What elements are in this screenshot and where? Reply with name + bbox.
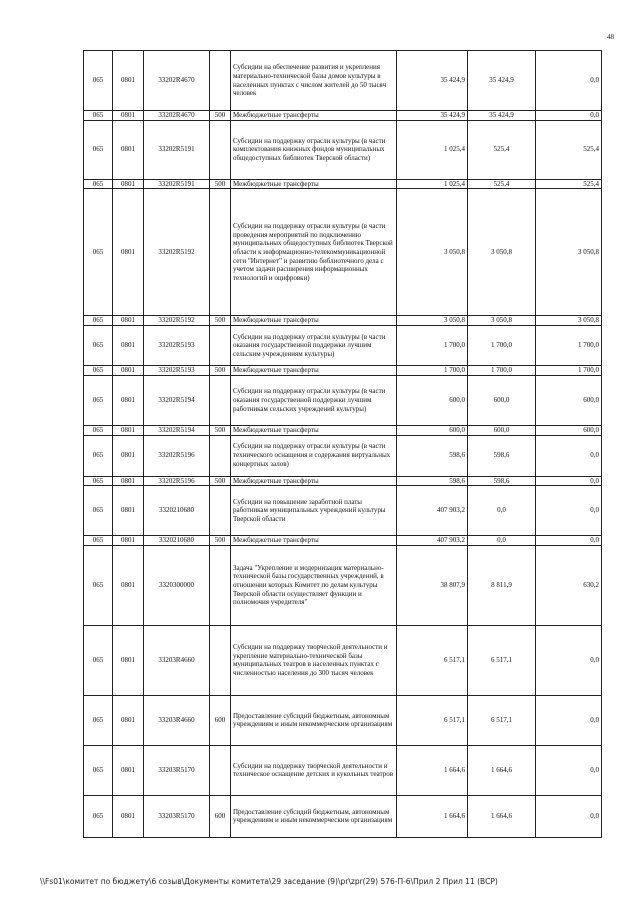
- ministry-code-cell: 065: [84, 111, 113, 121]
- target-article-cell: 33203R4660: [144, 625, 210, 695]
- target-article-cell: 33203R4660: [144, 695, 210, 745]
- target-article-cell: 33203R5170: [144, 745, 210, 795]
- description-cell: Субсидии на поддержку творческой деятельности и техническое оснащение детских и кукольных театров: [231, 745, 397, 795]
- section-code-cell: 0801: [113, 111, 144, 121]
- amount-year1-cell: 598,6: [397, 476, 468, 486]
- table-row: [84, 795, 602, 837]
- expense-type-cell: [210, 435, 231, 476]
- target-article-cell: 33202R5192: [144, 189, 210, 316]
- amount-year2-cell: 35 424,9: [468, 51, 536, 111]
- amount-year3-cell: 600,0: [536, 375, 602, 425]
- section-code-cell: 0801: [113, 536, 144, 546]
- amount-year3-cell: 0,0: [536, 486, 602, 536]
- description-cell: Субсидии на поддержку отрасли культуры (в части оказания государственной поддержки лучшим сельским учреждениям культуры): [231, 326, 397, 366]
- amount-year2-cell: 6 517,1: [468, 625, 536, 695]
- target-article-cell: 33202R5191: [144, 179, 210, 189]
- amount-year1-cell: 600,0: [397, 425, 468, 435]
- amount-year3-cell: 3 050,8: [536, 316, 602, 326]
- description-cell: Предоставление субсидий бюджетным, автономным учреждениям и иным некоммерческим организациям: [231, 695, 397, 745]
- amount-year1-cell: 1 664,6: [397, 745, 468, 795]
- target-article-cell: 33203R5170: [144, 795, 210, 837]
- amount-year3-cell: 0,0: [536, 111, 602, 121]
- expense-type-cell: [210, 375, 231, 425]
- expense-type-cell: 500: [210, 111, 231, 121]
- ministry-code-cell: 065: [84, 366, 113, 376]
- amount-year2-cell: 8 811,9: [468, 545, 536, 625]
- amount-year2-cell: 3 050,8: [468, 316, 536, 326]
- amount-year2-cell: 0,0: [468, 536, 536, 546]
- target-article-cell: 33202R4670: [144, 111, 210, 121]
- description-cell: Субсидии на поддержку отрасли культуры (в части технического оснащения и содержания виртуальных концертных залов): [231, 435, 397, 476]
- section-code-cell: 0801: [113, 486, 144, 536]
- amount-year1-cell: 6 517,1: [397, 695, 468, 745]
- table-row: [84, 476, 602, 486]
- amount-year3-cell: 0,0: [536, 745, 602, 795]
- table-body: [84, 51, 602, 838]
- expense-type-cell: [210, 189, 231, 316]
- ministry-code-cell: 065: [84, 795, 113, 837]
- description-cell: Субсидии на повышение заработной платы работникам муниципальных учреждений культуры Тверской области: [231, 486, 397, 536]
- table-row: [84, 120, 602, 179]
- ministry-code-cell: 065: [84, 316, 113, 326]
- description-cell: Межбюджетные трансферты: [231, 536, 397, 546]
- description-cell: Межбюджетные трансферты: [231, 425, 397, 435]
- amount-year3-cell: 0,0: [536, 795, 602, 837]
- section-code-cell: 0801: [113, 120, 144, 179]
- amount-year2-cell: 1 700,0: [468, 366, 536, 376]
- amount-year1-cell: 35 424,9: [397, 51, 468, 111]
- target-article-cell: 33202R4670: [144, 51, 210, 111]
- ministry-code-cell: 065: [84, 375, 113, 425]
- amount-year3-cell: 525,4: [536, 179, 602, 189]
- amount-year3-cell: 0,0: [536, 476, 602, 486]
- amount-year1-cell: 6 517,1: [397, 625, 468, 695]
- target-article-cell: 33202R5194: [144, 425, 210, 435]
- amount-year3-cell: 0,0: [536, 625, 602, 695]
- amount-year2-cell: 598,6: [468, 435, 536, 476]
- amount-year2-cell: 600,0: [468, 425, 536, 435]
- amount-year2-cell: 1 664,6: [468, 795, 536, 837]
- ministry-code-cell: 065: [84, 476, 113, 486]
- amount-year2-cell: 598,6: [468, 476, 536, 486]
- amount-year2-cell: 3 050,8: [468, 189, 536, 316]
- amount-year1-cell: 38 807,9: [397, 545, 468, 625]
- table-row: [84, 326, 602, 366]
- amount-year1-cell: 1 664,6: [397, 795, 468, 837]
- description-cell: Задача "Укрепление и модернизация материально-технической базы государственных учреждений, в отношении которых Комитет по делам культуры Тверской области осуществляет функции и полномочия учредителя": [231, 545, 397, 625]
- amount-year3-cell: 1 700,0: [536, 326, 602, 366]
- description-cell: Межбюджетные трансферты: [231, 366, 397, 376]
- description-cell: Межбюджетные трансферты: [231, 316, 397, 326]
- table-row: [84, 179, 602, 189]
- amount-year1-cell: 407 903,2: [397, 486, 468, 536]
- section-code-cell: 0801: [113, 189, 144, 316]
- table-row: [84, 189, 602, 316]
- amount-year1-cell: 3 050,8: [397, 189, 468, 316]
- section-code-cell: 0801: [113, 366, 144, 376]
- expense-type-cell: 500: [210, 536, 231, 546]
- amount-year3-cell: 1 700,0: [536, 366, 602, 376]
- target-article-cell: 3320300000: [144, 545, 210, 625]
- amount-year1-cell: 1 700,0: [397, 366, 468, 376]
- description-cell: Субсидии на обеспечение развития и укрепления материально-технической базы домов культуры в населенных пунктах с числом жителей до 50 тысяч человек: [231, 51, 397, 111]
- ministry-code-cell: 065: [84, 326, 113, 366]
- expense-type-cell: [210, 745, 231, 795]
- target-article-cell: 33202R5194: [144, 375, 210, 425]
- ministry-code-cell: 065: [84, 425, 113, 435]
- section-code-cell: 0801: [113, 179, 144, 189]
- section-code-cell: 0801: [113, 476, 144, 486]
- budget-table: [83, 50, 602, 838]
- amount-year1-cell: 35 424,9: [397, 111, 468, 121]
- target-article-cell: 33202R5193: [144, 366, 210, 376]
- amount-year1-cell: 407 903,2: [397, 536, 468, 546]
- table-row: [84, 745, 602, 795]
- expense-type-cell: 500: [210, 366, 231, 376]
- description-cell: Предоставление субсидий бюджетным, автономным учреждениям и иным некоммерческим организациям: [231, 795, 397, 837]
- amount-year3-cell: 0,0: [536, 435, 602, 476]
- table-row: [84, 435, 602, 476]
- section-code-cell: 0801: [113, 625, 144, 695]
- footer-file-path: \\Fs01\комитет по бюджету\6 созыв\Документы комитета\29 заседание (9)\pr\zpr(29) 576-П-6\Прил 2 Прил 11 (ВСР): [40, 877, 498, 886]
- ministry-code-cell: 065: [84, 545, 113, 625]
- section-code-cell: 0801: [113, 745, 144, 795]
- amount-year2-cell: 0,0: [468, 486, 536, 536]
- section-code-cell: 0801: [113, 795, 144, 837]
- amount-year1-cell: 3 050,8: [397, 316, 468, 326]
- page-number: 48: [607, 33, 614, 41]
- ministry-code-cell: 065: [84, 435, 113, 476]
- target-article-cell: 33202R5191: [144, 120, 210, 179]
- amount-year3-cell: 0,0: [536, 536, 602, 546]
- amount-year2-cell: 35 424,9: [468, 111, 536, 121]
- expense-type-cell: [210, 51, 231, 111]
- amount-year1-cell: 1 700,0: [397, 326, 468, 366]
- description-cell: Субсидии на поддержку отрасли культуры (в части оказания государственной поддержки лучшим работникам сельских учреждений культуры): [231, 375, 397, 425]
- ministry-code-cell: 065: [84, 486, 113, 536]
- expense-type-cell: 500: [210, 476, 231, 486]
- amount-year3-cell: 3 050,8: [536, 189, 602, 316]
- amount-year2-cell: 6 517,1: [468, 695, 536, 745]
- ministry-code-cell: 065: [84, 51, 113, 111]
- expense-type-cell: 500: [210, 179, 231, 189]
- amount-year3-cell: 630,2: [536, 545, 602, 625]
- target-article-cell: 33202R5196: [144, 476, 210, 486]
- amount-year2-cell: 1 700,0: [468, 326, 536, 366]
- description-cell: Межбюджетные трансферты: [231, 111, 397, 121]
- ministry-code-cell: 065: [84, 179, 113, 189]
- table-row: [84, 425, 602, 435]
- expense-type-cell: 600: [210, 795, 231, 837]
- target-article-cell: 3320210680: [144, 536, 210, 546]
- table-row: [84, 695, 602, 745]
- target-article-cell: 33202R5196: [144, 435, 210, 476]
- amount-year2-cell: 525,4: [468, 120, 536, 179]
- table-row: [84, 545, 602, 625]
- amount-year1-cell: 600,0: [397, 375, 468, 425]
- description-cell: Субсидии на поддержку творческой деятельности и укрепление материально-технической базы муниципальных театров в населенных пунктах с численностью населения до 300 тысяч человек: [231, 625, 397, 695]
- target-article-cell: 3320210680: [144, 486, 210, 536]
- section-code-cell: 0801: [113, 545, 144, 625]
- table-row: [84, 51, 602, 111]
- description-cell: Межбюджетные трансферты: [231, 476, 397, 486]
- section-code-cell: 0801: [113, 435, 144, 476]
- expense-type-cell: [210, 486, 231, 536]
- amount-year2-cell: 1 664,6: [468, 745, 536, 795]
- amount-year3-cell: 0,0: [536, 51, 602, 111]
- table-row: [84, 111, 602, 121]
- target-article-cell: 33202R5192: [144, 316, 210, 326]
- expense-type-cell: [210, 120, 231, 179]
- table-row: [84, 536, 602, 546]
- amount-year2-cell: 600,0: [468, 375, 536, 425]
- ministry-code-cell: 065: [84, 189, 113, 316]
- section-code-cell: 0801: [113, 326, 144, 366]
- expense-type-cell: [210, 326, 231, 366]
- table-row: [84, 375, 602, 425]
- table-row: [84, 625, 602, 695]
- description-cell: Межбюджетные трансферты: [231, 179, 397, 189]
- table-row: [84, 486, 602, 536]
- amount-year3-cell: 525,4: [536, 120, 602, 179]
- amount-year3-cell: 0,0: [536, 695, 602, 745]
- ministry-code-cell: 065: [84, 120, 113, 179]
- amount-year1-cell: 1 025,4: [397, 120, 468, 179]
- table-row: [84, 366, 602, 376]
- target-article-cell: 33202R5193: [144, 326, 210, 366]
- expense-type-cell: [210, 625, 231, 695]
- amount-year2-cell: 525,4: [468, 179, 536, 189]
- ministry-code-cell: 065: [84, 695, 113, 745]
- section-code-cell: 0801: [113, 51, 144, 111]
- expense-type-cell: 500: [210, 425, 231, 435]
- expense-type-cell: [210, 545, 231, 625]
- section-code-cell: 0801: [113, 695, 144, 745]
- ministry-code-cell: 065: [84, 536, 113, 546]
- description-cell: Субсидии на поддержку отрасли культуры (в части комплектования книжных фондов муниципальных общедоступных библиотек Тверской области): [231, 120, 397, 179]
- ministry-code-cell: 065: [84, 625, 113, 695]
- table-row: [84, 316, 602, 326]
- section-code-cell: 0801: [113, 425, 144, 435]
- section-code-cell: 0801: [113, 375, 144, 425]
- expense-type-cell: 500: [210, 316, 231, 326]
- expense-type-cell: 600: [210, 695, 231, 745]
- amount-year1-cell: 1 025,4: [397, 179, 468, 189]
- amount-year1-cell: 598,6: [397, 435, 468, 476]
- amount-year3-cell: 600,0: [536, 425, 602, 435]
- ministry-code-cell: 065: [84, 745, 113, 795]
- section-code-cell: 0801: [113, 316, 144, 326]
- description-cell: Субсидии на поддержку отрасли культуры (в части проведения мероприятий по подключению муниципальных общедоступных библиотек Тверской области к информационно-телекоммуникационной сети "Интернет" и развитию библиотечного дела с учетом задачи расширения информационных технологий и оцифровки): [231, 189, 397, 316]
